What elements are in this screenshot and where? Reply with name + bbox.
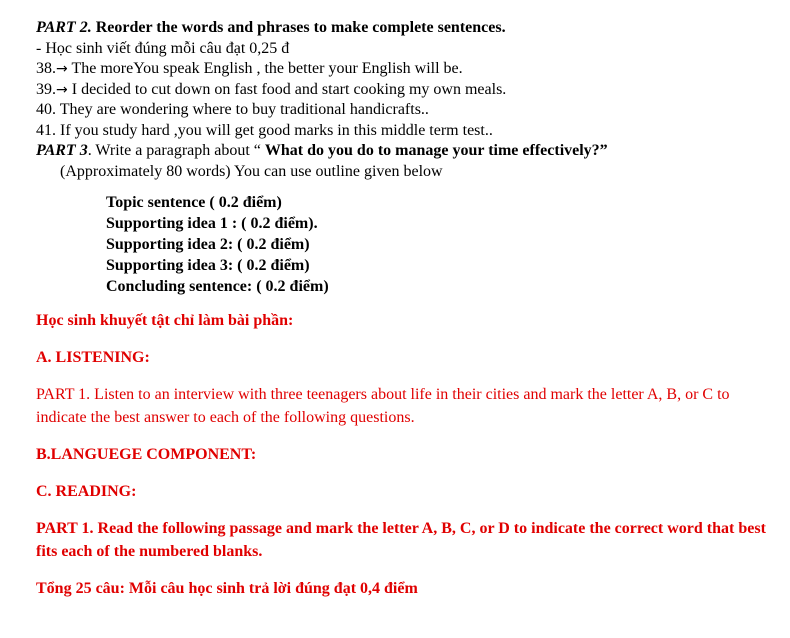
- part2-title: Reorder the words and phrases to make complete sentences.: [91, 19, 506, 36]
- item-number: 41.: [36, 121, 56, 139]
- outline-list: [106, 192, 776, 297]
- arrow-right-icon: →: [56, 81, 68, 98]
- part3-heading: [36, 141, 776, 162]
- total-note: Tổng 25 câu: Mỗi câu học sinh trả lời đúng đạt 0,4 điểm: [36, 580, 418, 597]
- sentence-text: I decided to cut down on fast food and start cooking my own meals.: [67, 80, 507, 98]
- outline-item: Supporting idea 1 : ( 0.2 điểm).: [106, 215, 318, 232]
- sentence-text: If you study hard ,you will get good marks in this middle term test..: [56, 121, 493, 139]
- part2-label: PART 2.: [36, 19, 92, 36]
- outline-item: Concluding sentence: ( 0.2 điểm): [106, 278, 329, 295]
- outline-item: Topic sentence ( 0.2 điểm): [106, 194, 282, 211]
- arrow-right-icon: →: [56, 61, 68, 77]
- sentence-39: [36, 80, 776, 101]
- part3-intro: . Write a paragraph about “: [87, 142, 265, 159]
- item-number: 40.: [36, 101, 56, 118]
- part3-label: PART 3: [36, 142, 88, 159]
- reading-heading: C. READING:: [36, 483, 137, 500]
- sentence-40: [36, 100, 776, 121]
- reading-part1: PART 1. Read the following passage and mark the letter A, B, C, or D to indicate the correct word that best fits each of the numbered blanks.: [36, 520, 766, 560]
- outline-item: Supporting idea 2: ( 0.2 điểm): [106, 236, 310, 253]
- special-heading: Học sinh khuyết tật chỉ làm bài phần:: [36, 312, 294, 329]
- part3-instruction: (Approximately 80 words) You can use outline given below: [60, 162, 443, 180]
- part3-topic: What do you do to manage your time effectively?”: [264, 142, 608, 159]
- item-number: 38.: [36, 60, 56, 77]
- listening-part1: PART 1. Listen to an interview with three teenagers about life in their cities and mark the letter A, B, or C to indicate the best answer to each of the following questions.: [36, 386, 730, 426]
- language-heading: B.LANGUEGE COMPONENT:: [36, 446, 257, 463]
- sentence-38: [36, 59, 776, 80]
- outline-item: Supporting idea 3: ( 0.2 điểm): [106, 257, 310, 274]
- sentence-41: [36, 121, 776, 142]
- part2-heading: [36, 18, 776, 39]
- part2-note: - Học sinh viết đúng mỗi câu đạt 0,25 đ: [36, 39, 290, 57]
- item-number: 39.: [36, 80, 56, 98]
- document-page: [36, 18, 776, 600]
- sentence-text: They are wondering where to buy traditional handicrafts..: [56, 101, 429, 118]
- listening-heading: A. LISTENING:: [36, 349, 150, 366]
- sentence-text: The moreYou speak English , the better your English will be.: [67, 60, 463, 77]
